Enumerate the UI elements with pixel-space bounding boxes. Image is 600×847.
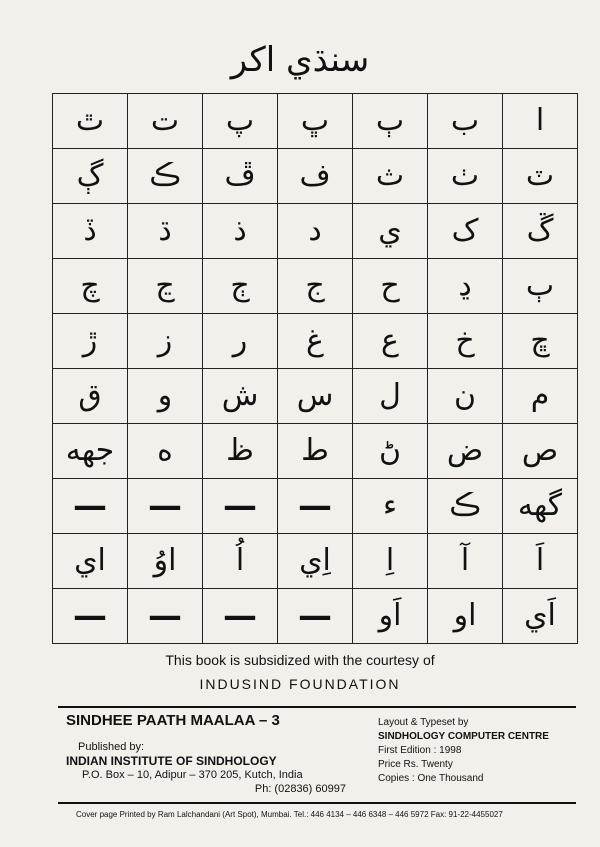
grid-cell-letter: ء (353, 479, 428, 534)
grid-cell-letter: ق (53, 369, 128, 424)
grid-cell-letter: ڦ (203, 149, 278, 204)
grid-cell-letter: ڍ (428, 259, 503, 314)
grid-cell-letter: س (278, 369, 353, 424)
grid-cell-letter: ڪ (128, 149, 203, 204)
grid-cell-letter: اَ (503, 534, 578, 589)
grid-cell-letter: ڳ (53, 149, 128, 204)
grid-cell-letter: ڪ (428, 479, 503, 534)
grid-cell-letter: ڇ (503, 314, 578, 369)
grid-cell-letter: ڻ (353, 424, 428, 479)
grid-cell-letter: م (503, 369, 578, 424)
publisher-label: Published by: (78, 741, 145, 753)
grid-cell-letter: ظ (203, 424, 278, 479)
alphabet-grid (52, 93, 578, 644)
grid-row (53, 534, 578, 589)
grid-cell-letter: ک (428, 204, 503, 259)
grid-cell-letter: د (278, 204, 353, 259)
grid-cell-letter: ٻ (503, 259, 578, 314)
grid-cell-letter: اي (53, 534, 128, 589)
publisher-address: P.O. Box – 10, Adipur – 370 205, Kutch, India (82, 769, 303, 781)
grid-cell-letter: ت (128, 94, 203, 149)
grid-cell-letter: ڄ (203, 259, 278, 314)
grid-cell-letter: آ (428, 534, 503, 589)
publisher-phone: Ph: (02836) 60997 (254, 783, 346, 795)
grid-cell-letter: ر (203, 314, 278, 369)
grid-cell-letter: چ (53, 259, 128, 314)
divider-bottom (58, 802, 576, 804)
grid-cell-letter: ڏ (53, 204, 128, 259)
grid-cell-letter: ط (278, 424, 353, 479)
edition: First Edition : 1998 (378, 745, 462, 756)
grid-row (53, 204, 578, 259)
foundation-name: INDUSIND FOUNDATION (199, 676, 401, 692)
grid-cell-letter: ا (503, 94, 578, 149)
grid-cell-letter: ٽ (503, 149, 578, 204)
publisher-block (66, 740, 346, 796)
grid-cell-letter: ذ (203, 204, 278, 259)
grid-cell-letter: اِ (353, 534, 428, 589)
courtesy-note: This book is subsidized with the courtesy of (165, 652, 435, 668)
grid-cell-letter: ع (353, 314, 428, 369)
grid-cell-letter: ه (128, 424, 203, 479)
printer-credit: Cover page Printed by Ram Lalchandani (Art Spot), Mumbai. Tel.: 446 4134 – 446 6348 – 446 5972 Fax: 91-22-4455027 (76, 810, 503, 819)
typeset-label: Layout & Typeset by (378, 717, 469, 728)
grid-cell-letter: ض (428, 424, 503, 479)
grid-cell-letter: ب (428, 94, 503, 149)
grid-cell-letter: اَي (503, 589, 578, 644)
grid-row (53, 479, 578, 534)
grid-cell-letter: اوُ (128, 534, 203, 589)
grid-cell-dash: — (203, 589, 278, 644)
grid-row (53, 149, 578, 204)
grid-cell-letter: ڀ (278, 94, 353, 149)
series-title: SINDHEE PAATH MAALAA – 3 (66, 712, 280, 729)
grid-cell-letter: ل (353, 369, 428, 424)
grid-cell-dash: — (278, 589, 353, 644)
grid-cell-letter: ص (503, 424, 578, 479)
grid-cell-letter: ج (278, 259, 353, 314)
grid-cell-letter: ڱ (503, 204, 578, 259)
grid-cell-dash: — (128, 479, 203, 534)
grid-cell-letter: اَو (353, 589, 428, 644)
grid-cell-letter: ث (353, 149, 428, 204)
grid-cell-letter: ف (278, 149, 353, 204)
grid-cell-letter: پ (203, 94, 278, 149)
grid-cell-letter: ي (353, 204, 428, 259)
grid-cell-letter: اُ (203, 534, 278, 589)
computer-centre: SINDHOLOGY COMPUTER CENTRE (378, 731, 549, 742)
grid-cell-letter: ز (128, 314, 203, 369)
grid-row (53, 314, 578, 369)
price: Price Rs. Twenty (378, 759, 453, 770)
credits-block (378, 716, 578, 786)
grid-cell-letter: ٿ (53, 94, 128, 149)
grid-cell-letter: جهه (53, 424, 128, 479)
grid-cell-dash: — (53, 589, 128, 644)
grid-cell-letter: ش (203, 369, 278, 424)
alphabet-title: سنڌي اکر (230, 40, 370, 80)
grid-cell-letter: او (428, 589, 503, 644)
grid-row (53, 589, 578, 644)
grid-row (53, 424, 578, 479)
publisher-name: INDIAN INSTITUTE OF SINDHOLOGY (66, 754, 277, 768)
grid-cell-letter: ٺ (428, 149, 503, 204)
grid-cell-dash: — (278, 479, 353, 534)
divider-top (58, 706, 576, 708)
grid-cell-letter: ح (353, 259, 428, 314)
grid-cell-dash: — (203, 479, 278, 534)
grid-cell-letter: ن (428, 369, 503, 424)
grid-row (53, 94, 578, 149)
grid-cell-letter: ڙ (53, 314, 128, 369)
grid-cell-dash: — (53, 479, 128, 534)
grid-cell-letter: گهه (503, 479, 578, 534)
grid-cell-letter: و (128, 369, 203, 424)
grid-row (53, 369, 578, 424)
grid-cell-letter: ڌ (128, 204, 203, 259)
copies: Copies : One Thousand (378, 773, 484, 784)
grid-cell-letter: ڃ (128, 259, 203, 314)
grid-row (53, 259, 578, 314)
grid-cell-letter: خ (428, 314, 503, 369)
grid-cell-dash: — (128, 589, 203, 644)
grid-cell-letter: ٻ (353, 94, 428, 149)
grid-cell-letter: غ (278, 314, 353, 369)
grid-cell-letter: اِي (278, 534, 353, 589)
